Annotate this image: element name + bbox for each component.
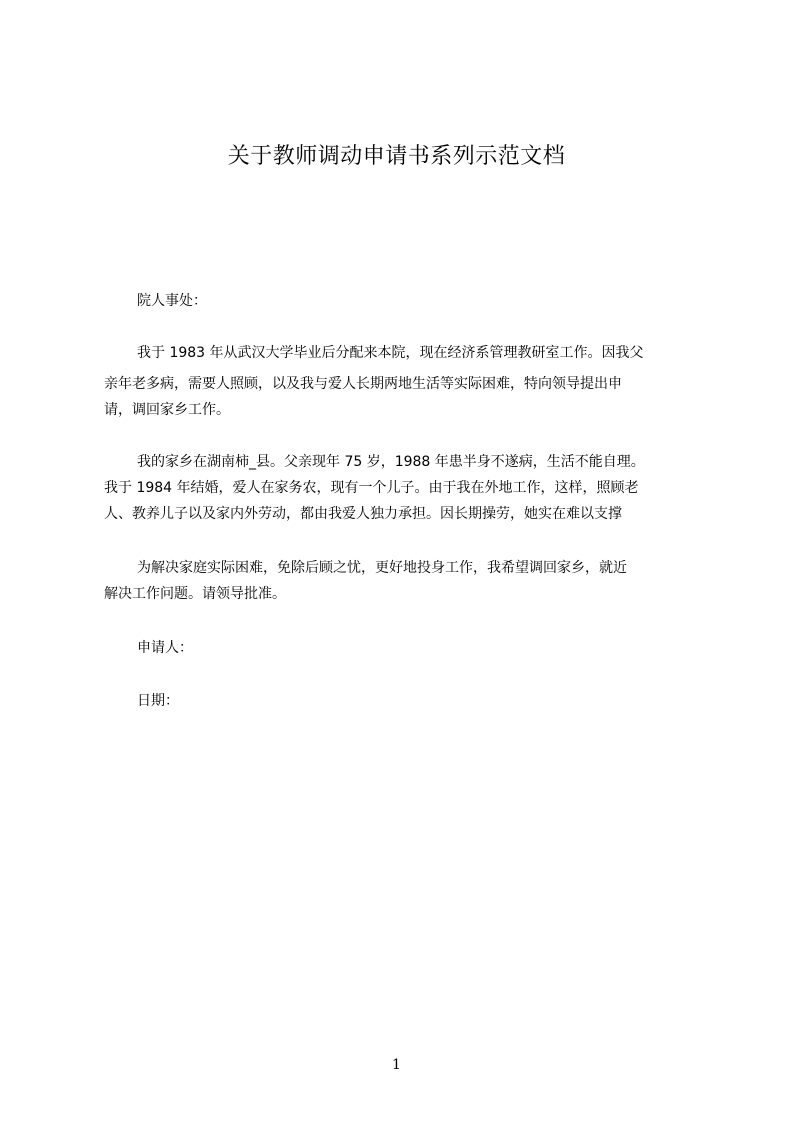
page-number: 1 — [392, 1057, 401, 1073]
paragraph-2-line-3: 人、教养儿子以及家内外劳动，都由我爱人独力承担。因长期操劳，她实在难以支撑 — [104, 506, 622, 522]
paragraph-3-line-1: 为解决家庭实际困难，免除后顾之忧，更好地投身工作，我希望调回家乡，就近 — [137, 560, 627, 576]
paragraph-2-line-2: 我于 1984 年结婚，爱人在家务农，现有一个儿子。由于我在外地工作，这样，照顾老 — [104, 480, 639, 496]
document-title: 关于教师调动申请书系列示范文档 — [227, 144, 566, 169]
paragraph-1-line-3: 请，调回家乡工作。 — [104, 402, 230, 418]
applicant-label: 申请人： — [137, 640, 193, 656]
salutation: 院人事处： — [137, 293, 207, 309]
paragraph-3-line-2: 解决工作问题。请领导批准。 — [104, 586, 286, 602]
paragraph-1-line-1: 我于 1983 年从武汉大学毕业后分配来本院，现在经济系管理教研室工作。因我父 — [137, 345, 644, 361]
paragraph-1-line-2: 亲年老多病，需要人照顾，以及我与爱人长期两地生活等实际困难，特向领导提出申 — [104, 376, 622, 392]
date-label: 日期： — [137, 693, 179, 709]
paragraph-2-line-1: 我的家乡在湖南柿_县。父亲现年 75 岁，1988 年患半身不遂病，生活不能自理。 — [137, 454, 645, 470]
